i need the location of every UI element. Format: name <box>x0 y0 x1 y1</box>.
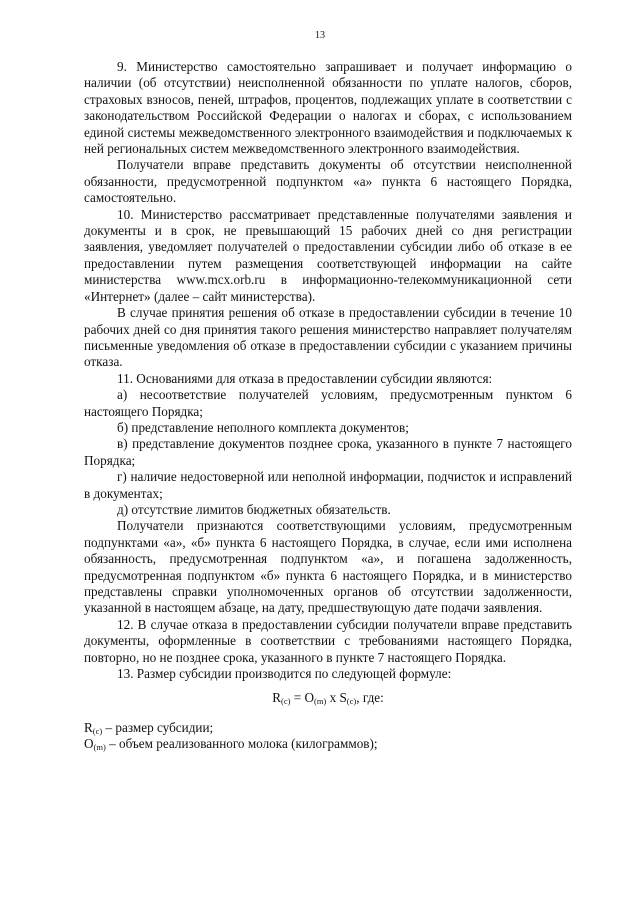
paragraph-11-g: г) наличие недостоверной или неполной информации, подчисток и исправлений в документах; <box>84 469 572 501</box>
paragraph-12: 12. В случае отказа в предоставлении субсидии получатели вправе представить документы, оформленные в соответствии с требованиями настоящего Порядка, повторно, но не позднее срока, указанного в пункте 7 настоящего Порядка. <box>84 616 572 665</box>
definition-o-symbol: O <box>84 736 94 752</box>
formula-o-sub: (m) <box>313 696 327 707</box>
formula-s-sub: (c) <box>346 696 357 707</box>
paragraph-11-b: б) представление неполного комплекта документов; <box>117 419 409 435</box>
paragraph-11-v: в) представление документов позднее срока, указанного в пункте 7 настоящего Порядка; <box>84 436 572 468</box>
paragraph-11: 11. Основаниями для отказа в предоставлении субсидии являются: <box>117 370 493 386</box>
paragraph-9: 9. Министерство самостоятельно запрашивает и получает информацию о наличии (об отсутствии) неисполненной обязанности по уплате налогов, сборов, страховых взносов, пеней, штрафов, процентов, подлежащих уплате в соответствии с законодательством Российской Федерации о налогах и сборах, с использованием единой системы межведомственного электронного взаимодействия и подключаемых к ней региональных систем межведомственного электронного взаимодействия. <box>84 59 572 157</box>
definition-r <box>84 720 572 736</box>
page-number: 13 <box>315 30 325 41</box>
document-body <box>84 59 572 753</box>
formula-tail: , где: <box>356 690 384 706</box>
formula-times: x <box>326 690 340 706</box>
paragraph-10: 10. Министерство рассматривает представленные получателями заявления и документы и в срок, не превышающий 15 рабочих дней со дня регистрации заявления, уведомляет получателей о предоставлении субсидии либо об отказе в ее предоставлении путем размещения соответствующей информации на сайте министерства www.mcx.orb.ru в информационно-телекоммуникационной сети «Интернет» (далее – сайт министерства). <box>84 206 572 304</box>
paragraph-10-refusal: В случае принятия решения об отказе в предоставлении субсидии в течение 10 рабочих дней со дня принятия такого решения министерство направляет получателям письменные уведомления об отказе в предоставлении субсидии с указанием причины отказа. <box>84 305 572 370</box>
definition-o-text: – объем реализованного молока (килограммов); <box>105 736 378 752</box>
paragraph-11-d: д) отсутствие лимитов бюджетных обязательств. <box>117 501 391 517</box>
subsidy-formula <box>84 690 572 706</box>
formula-eq: = <box>290 690 305 706</box>
definition-o <box>84 736 572 752</box>
formula-r-sub: (c) <box>280 696 291 707</box>
definition-o-sub: (m) <box>93 742 106 753</box>
definition-r-text: – размер субсидии; <box>102 719 214 735</box>
paragraph-13: 13. Размер субсидии производится по следующей формуле: <box>117 666 452 682</box>
formula-s: S <box>339 690 347 706</box>
paragraph-9-note: Получатели вправе представить документы об отсутствии неисполненной обязанности, предусмотренной подпунктом «а» пункта 6 настоящего Порядка, самостоятельно. <box>84 157 572 206</box>
definition-r-symbol: R <box>84 719 93 735</box>
formula-r: R <box>272 690 281 706</box>
formula-o: O <box>304 690 314 706</box>
paragraph-11-conditions: Получатели признаются соответствующими условиям, предусмотренным подпунктами «а», «б» пункта 6 настоящего Порядка, в случае, если ими исполнена обязанность, предусмотренная подпунктом «а», и погашена задолженность, предусмотренная подпунктом «б» пункта 6 настоящего Порядка, и в министерство представлены справки уполномоченных органов об отсутствии задолженности, указанной в настоящем абзаце, на дату, предшествующую дате подачи заявления. <box>84 518 572 616</box>
definition-r-sub: (c) <box>92 725 103 736</box>
paragraph-11-a: а) несоответствие получателей условиям, предусмотренным пунктом 6 настоящего Порядка; <box>84 387 572 419</box>
